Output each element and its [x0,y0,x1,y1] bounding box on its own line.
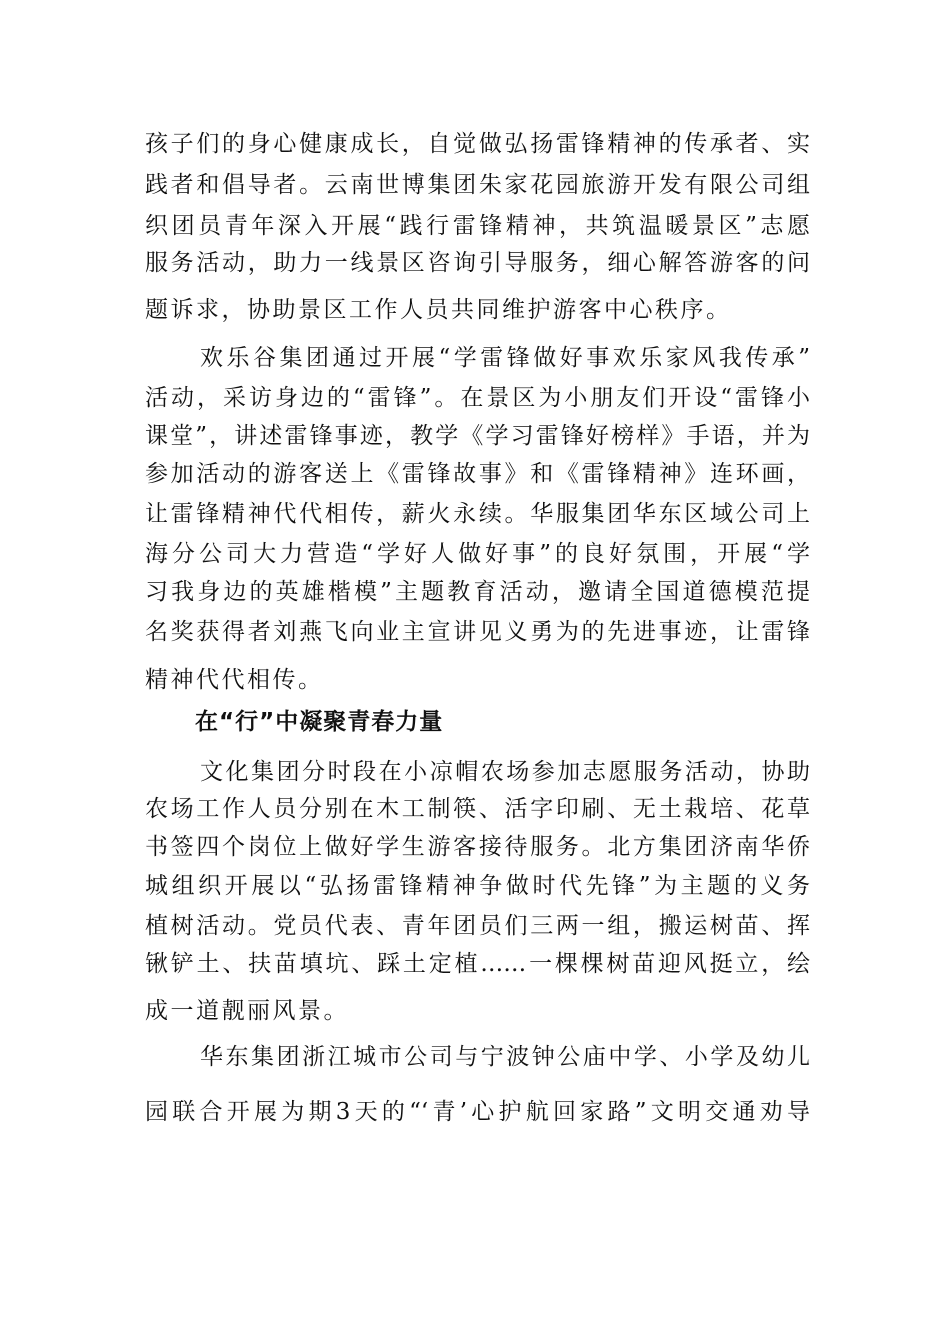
paragraph-line: 孩子们的身心健康成长，自觉做弘扬雷锋精神的传承者、实 [145,131,810,157]
paragraph-line: 海分公司大力营造“学好人做好事”的良好氛围，开展“学 [145,541,810,567]
paragraph-line: 农场工作人员分别在木工制筷、活字印刷、无土栽培、花草 [145,796,810,822]
paragraph-line: 植树活动。党员代表、青年团员们三两一组，搬运树苗、挥 [145,913,810,939]
paragraph-line: 织团员青年深入开展“践行雷锋精神，共筑温暖景区”志愿 [145,213,810,239]
paragraph-line: 欢乐谷集团通过开展“学雷锋做好事欢乐家风我传承” [200,345,810,371]
section-heading: 在“行”中凝聚青春力量 [195,709,444,735]
paragraph-line: 文化集团分时段在小凉帽农场参加志愿服务活动，协助 [200,759,810,785]
paragraph-line: 服务活动，助力一线景区咨询引导服务，细心解答游客的问 [145,250,810,276]
paragraph-line: 成一道靓丽风景。 [145,998,349,1024]
paragraph-line: 精神代代相传。 [145,667,324,693]
paragraph-line: 园联合开展为期3天的“‘青’心护航回家路”文明交通劝导 [145,1099,810,1125]
paragraph-line: 课堂”，讲述雷锋事迹，教学《学习雷锋好榜样》手语，并为 [145,423,810,449]
paragraph-line: 锹铲土、扶苗填坑、踩土定植……一棵棵树苗迎风挺立，绘 [145,951,810,977]
paragraph-line: 城组织开展以“弘扬雷锋精神争做时代先锋”为主题的义务 [145,873,810,899]
paragraph-line: 参加活动的游客送上《雷锋故事》和《雷锋精神》连环画， [145,461,810,487]
paragraph-line: 书签四个岗位上做好学生游客接待服务。北方集团济南华侨 [145,834,810,860]
paragraph-line: 华东集团浙江城市公司与宁波钟公庙中学、小学及幼儿 [200,1044,810,1070]
paragraph-line: 名奖获得者刘燕飞向业主宣讲见义勇为的先进事迹，让雷锋 [145,619,810,645]
paragraph-line: 践者和倡导者。云南世博集团朱家花园旅游开发有限公司组 [145,172,810,198]
paragraph-line: 活动，采访身边的“雷锋”。在景区为小朋友们开设“雷锋小 [145,385,810,411]
paragraph-line: 习我身边的英雄楷模”主题教育活动，邀请全国道德模范提 [145,579,810,605]
paragraph-line: 题诉求，协助景区工作人员共同维护游客中心秩序。 [145,297,732,323]
paragraph-line: 让雷锋精神代代相传，薪火永续。华服集团华东区域公司上 [145,501,810,527]
